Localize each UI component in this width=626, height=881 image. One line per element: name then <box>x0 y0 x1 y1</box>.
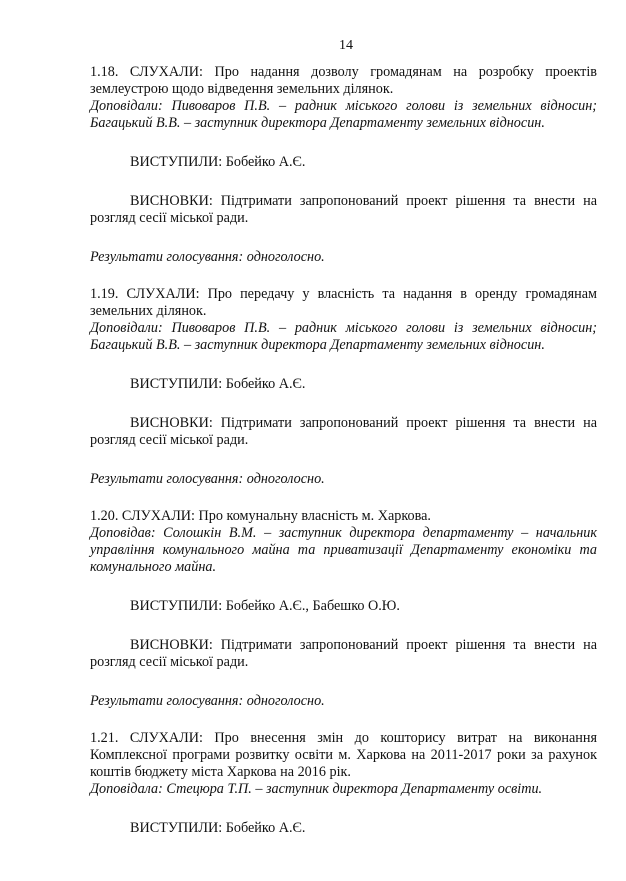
conclusions-text: ВИСНОВКИ: Підтримати запропонований проект рішення та внести на розгляд сесії міської ради. <box>90 637 597 670</box>
heard-text: 1.18. СЛУХАЛИ: Про надання дозволу громадянам на розробку проектів землеустрою щодо відведення земельних ділянок. <box>90 64 597 97</box>
spoke-text: ВИСТУПИЛИ: Бобейко А.Є., Бабешко О.Ю. <box>130 598 400 614</box>
agenda-item-1-21 <box>90 730 597 837</box>
spoke-text: ВИСТУПИЛИ: Бобейко А.Є. <box>130 820 306 836</box>
vote-result-text: Результати голосування: одноголосно. <box>90 693 325 709</box>
conclusions-text: ВИСНОВКИ: Підтримати запропонований проект рішення та внести на розгляд сесії міської ради. <box>90 193 597 226</box>
reporters-text: Доповідали: Пивоваров П.В. – радник міського голови із земельних відносин; Багацький В.В. – заступник директора Департаменту земельних відносин. <box>90 320 597 353</box>
spoke-text: ВИСТУПИЛИ: Бобейко А.Є. <box>130 376 306 392</box>
heard-text: 1.21. СЛУХАЛИ: Про внесення змін до кошторису витрат на виконання Комплексної програми розвитку освіти м. Харкова на 2011-2017 роки за рахунок коштів бюджету міста Харкова на 2016 рік. <box>90 730 597 780</box>
reporters-text: Доповідали: Пивоваров П.В. – радник міського голови із земельних відносин; Багацький В.В. – заступник директора Департаменту земельних відносин. <box>90 98 597 131</box>
heard-text: 1.20. СЛУХАЛИ: Про комунальну власність м. Харкова. <box>90 508 431 524</box>
minutes-content <box>90 64 597 837</box>
page-number: 14 <box>339 38 353 53</box>
agenda-item-1-20 <box>90 508 597 710</box>
spoke-text: ВИСТУПИЛИ: Бобейко А.Є. <box>130 154 306 170</box>
agenda-item-1-19 <box>90 286 597 488</box>
agenda-item-1-18 <box>90 64 597 266</box>
vote-result-text: Результати голосування: одноголосно. <box>90 249 325 265</box>
vote-result-text: Результати голосування: одноголосно. <box>90 471 325 487</box>
heard-text: 1.19. СЛУХАЛИ: Про передачу у власність та надання в оренду громадянам земельних ділянок. <box>90 286 597 319</box>
reporters-text: Доповідала: Стецюра Т.П. – заступник директора Департаменту освіти. <box>90 781 543 797</box>
reporters-text: Доповідав: Солошкін В.М. – заступник директора департаменту – начальник управління комунального майна та приватизації Департаменту економіки та комунального майна. <box>90 525 597 575</box>
conclusions-text: ВИСНОВКИ: Підтримати запропонований проект рішення та внести на розгляд сесії міської ради. <box>90 415 597 448</box>
